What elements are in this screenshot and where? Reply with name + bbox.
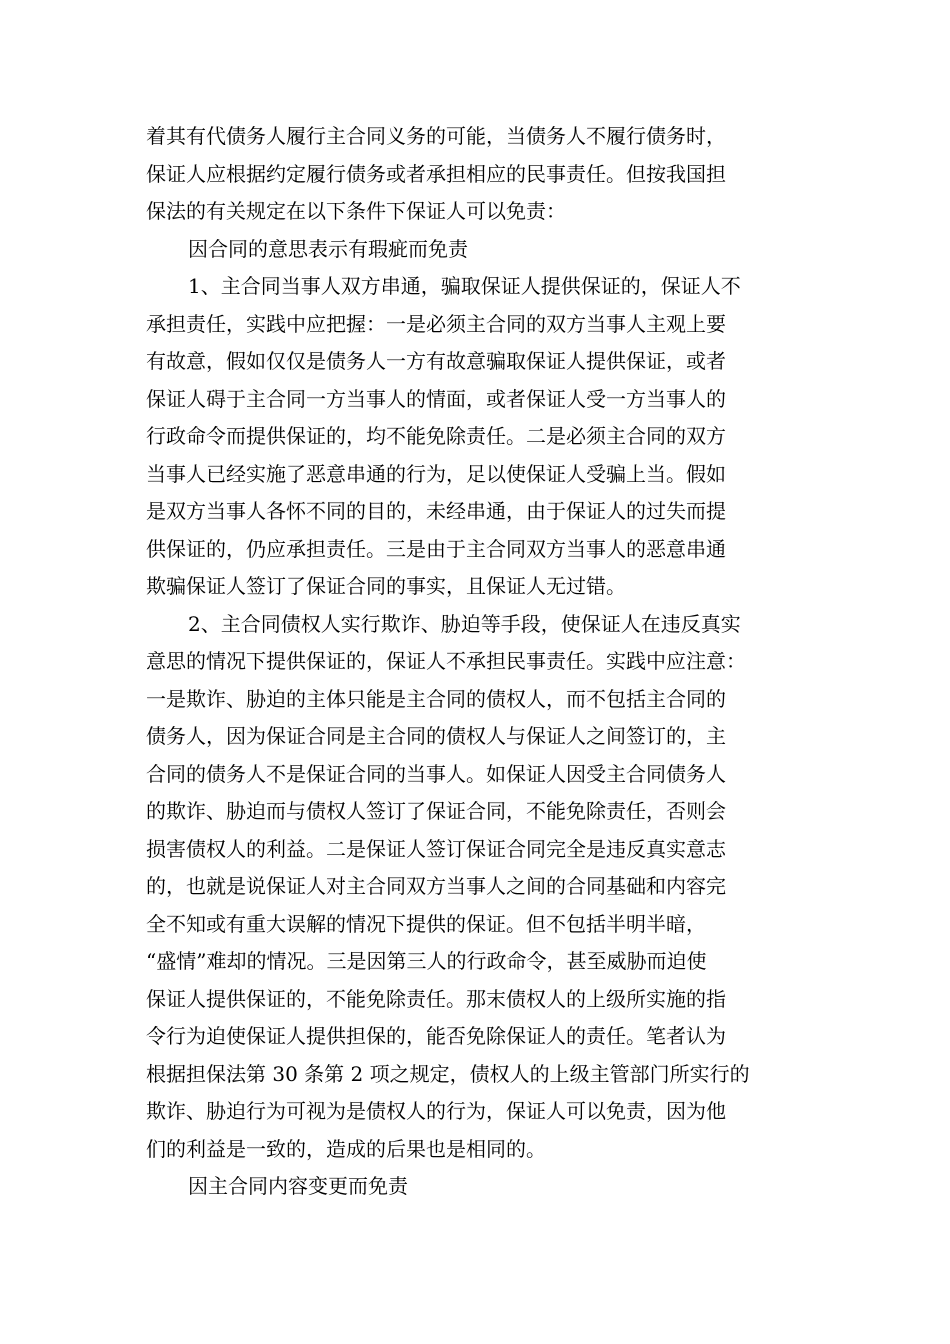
text-line: 意思的情况下提供保证的，保证人不承担民事责任。实践中应注意：	[146, 649, 746, 673]
text-line: 根据担保法第 30 条第 2 项之规定，债权人的上级主管部门所实行的	[146, 1061, 750, 1086]
text-line: 是双方当事人各怀不同的目的，未经串通，由于保证人的过失而提	[146, 499, 726, 523]
text-line: 欺诈、胁迫行为可视为是债权人的行为，保证人可以免责，因为他	[146, 1099, 726, 1123]
text-line: 债务人，因为保证合同是主合同的债权人与保证人之间签订的，主	[146, 724, 726, 748]
text-line: 全不知或有重大误解的情况下提供的保证。但不包括半明半暗，	[146, 911, 706, 936]
text-line: 令行为迫使保证人提供担保的，能否免除保证人的责任。笔者认为	[146, 1024, 726, 1048]
text-line: 们的利益是一致的，造成的后果也是相同的。	[146, 1136, 546, 1161]
text-line: 保证人碍于主合同一方当事人的情面，或者保证人受一方当事人的	[146, 386, 726, 411]
text-line: 有故意，假如仅仅是债务人一方有故意骗取保证人提供保证，或者	[146, 349, 726, 373]
text-line: 一是欺诈、胁迫的主体只能是主合同的债权人，而不包括主合同的	[146, 686, 726, 711]
text-line: 供保证的，仍应承担责任。三是由于主合同双方当事人的恶意串通	[146, 536, 726, 561]
text-line: 合同的债务人不是保证合同的当事人。如保证人因受主合同债务人	[146, 761, 726, 786]
text-line: 当事人已经实施了恶意串通的行为，足以使保证人受骗上当。假如	[146, 461, 726, 486]
text-line: 行政命令而提供保证的，均不能免除责任。二是必须主合同的双方	[146, 424, 726, 448]
text-line: 损害债权人的利益。二是保证人签订保证合同完全是违反真实意志	[146, 836, 726, 861]
text-line: 着其有代债务人履行主合同义务的可能，当债务人不履行债务时，	[146, 124, 726, 148]
text-line: 的，也就是说保证人对主合同双方当事人之间的合同基础和内容完	[146, 874, 726, 898]
paragraph-first-line: 因主合同内容变更而免责	[188, 1174, 408, 1198]
text-line: 保证人应根据约定履行债务或者承担相应的民事责任。但按我国担	[146, 161, 726, 186]
document-body	[146, 118, 806, 1206]
text-line: 承担责任，实践中应把握：一是必须主合同的双方当事人主观上要	[146, 311, 726, 336]
paragraph-first-line: 1、主合同当事人双方串通，骗取保证人提供保证的，保证人不	[188, 274, 741, 298]
paragraph-first-line: 因合同的意思表示有瑕疵而免责	[188, 236, 468, 261]
paragraph-first-line: 2、主合同债权人实行欺诈、胁迫等手段，使保证人在违反真实	[188, 611, 741, 636]
text-line: 欺骗保证人签订了保证合同的事实，且保证人无过错。	[146, 574, 626, 598]
text-line: 保法的有关规定在以下条件下保证人可以免责：	[146, 199, 566, 223]
text-line: 的欺诈、胁迫而与债权人签订了保证合同，不能免除责任，否则会	[146, 799, 726, 823]
text-line: 保证人提供保证的，不能免除责任。那末债权人的上级所实施的指	[146, 986, 726, 1011]
text-line: “盛情”难却的情况。三是因第三人的行政命令，甚至威胁而迫使	[146, 949, 707, 973]
